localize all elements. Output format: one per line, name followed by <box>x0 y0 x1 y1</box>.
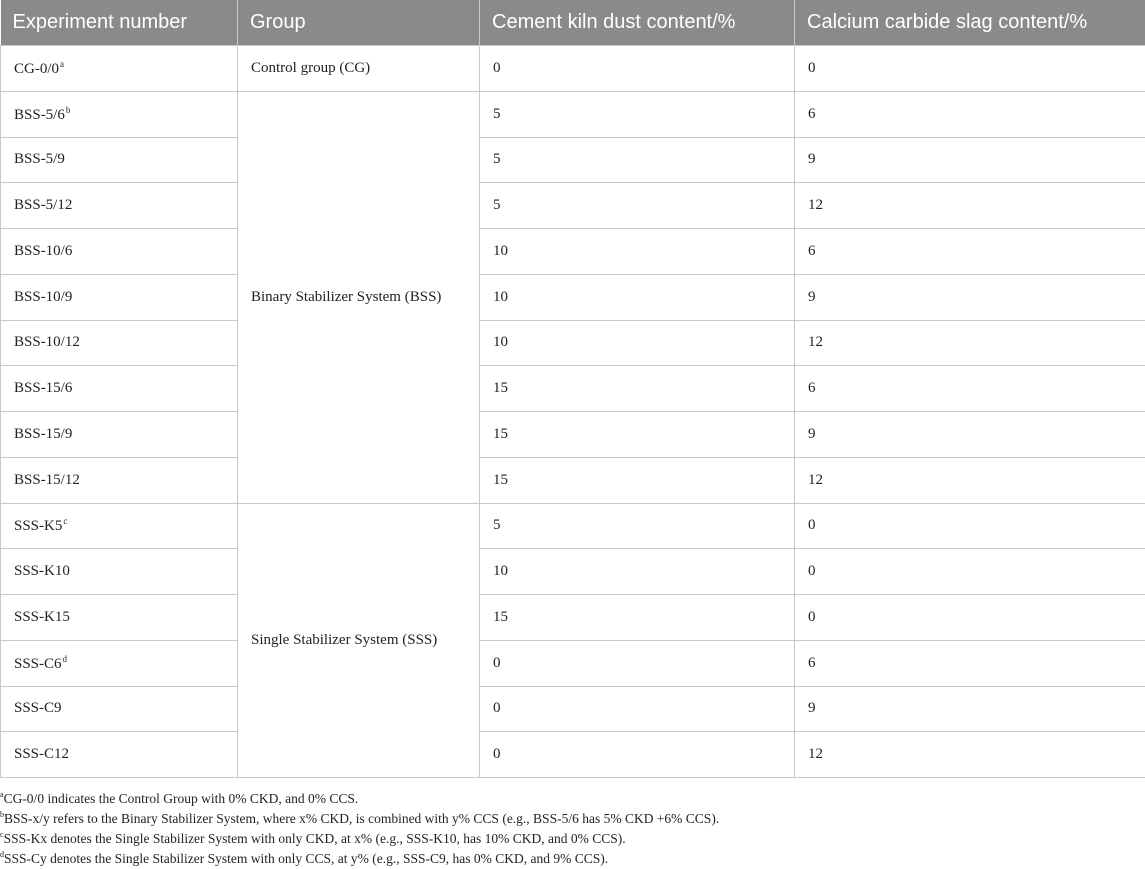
footnote-d: $^d$SSS-Cy denotes the Single Stabilizer System with only CCS, at y% (e.g., SSS-C9, has 0% CKD, and 9% CCS). <box>0 845 1145 865</box>
table-row <box>1 46 1145 92</box>
header-group: Group <box>238 0 480 46</box>
ckd-cell: 5 <box>480 503 795 549</box>
ccs-cell: 9 <box>795 412 1145 458</box>
experiment-number-cell: BSS-5/12 <box>1 183 238 229</box>
table-row <box>1 137 1145 183</box>
experiment-number-cell: SSS-K5$^c$ <box>1 503 238 549</box>
table-row <box>1 91 1145 137</box>
ckd-cell: 10 <box>480 320 795 366</box>
experiment-number-cell: SSS-K10 <box>1 549 238 595</box>
group-cell-single: Single Stabilizer System (SSS) <box>238 503 480 778</box>
experiment-number-cell: BSS-15/9 <box>1 412 238 458</box>
ccs-cell: 9 <box>795 274 1145 320</box>
footnote-mark: b <box>66 105 71 115</box>
ckd-cell: 10 <box>480 229 795 275</box>
ccs-cell: 12 <box>795 457 1145 503</box>
experiment-number-cell: BSS-5/6$^b$ <box>1 91 238 137</box>
experiment-number-cell: SSS-C9 <box>1 686 238 732</box>
experiment-number-cell: SSS-C6$^d$ <box>1 640 238 686</box>
table-row <box>1 274 1145 320</box>
ccs-cell: 9 <box>795 686 1145 732</box>
experiment-number-cell: CG-0/0$^a$ <box>1 46 238 92</box>
experiment-number-cell: BSS-15/12 <box>1 457 238 503</box>
table-row <box>1 595 1145 641</box>
table-row <box>1 320 1145 366</box>
ccs-cell: 0 <box>795 549 1145 595</box>
experiment-number-cell: SSS-K15 <box>1 595 238 641</box>
footnote-b: $^b$BSS-x/y refers to the Binary Stabilizer System, where x% CKD, is combined with y% CCS (e.g., BSS-5/6 has 5% CKD +6% CCS). <box>0 805 1145 825</box>
ckd-cell: 10 <box>480 274 795 320</box>
ccs-cell: 9 <box>795 137 1145 183</box>
ccs-cell: 6 <box>795 91 1145 137</box>
ccs-cell: 6 <box>795 366 1145 412</box>
ckd-cell: 5 <box>480 137 795 183</box>
ckd-cell: 10 <box>480 549 795 595</box>
experiment-number-cell: BSS-15/6 <box>1 366 238 412</box>
table-row <box>1 366 1145 412</box>
footnote-mark: c <box>0 830 4 839</box>
ckd-cell: 15 <box>480 595 795 641</box>
experiment-number-cell: BSS-10/12 <box>1 320 238 366</box>
ccs-cell: 0 <box>795 595 1145 641</box>
footnote-mark: d <box>63 654 68 664</box>
table-row <box>1 183 1145 229</box>
table-footnotes <box>0 785 1145 865</box>
table-row <box>1 732 1145 778</box>
footnote-c: $^c$SSS-Kx denotes the Single Stabilizer System with only CKD, at x% (e.g., SSS-K10, has 10% CKD, and 0% CCS). <box>0 825 1145 845</box>
footnote-mark: b <box>0 810 4 819</box>
ccs-cell: 0 <box>795 46 1145 92</box>
header-calcium-carbide-slag: Calcium carbide slag content/% <box>795 0 1145 46</box>
ckd-cell: 5 <box>480 91 795 137</box>
ckd-cell: 15 <box>480 412 795 458</box>
table-row <box>1 549 1145 595</box>
footnote-a: $^a$CG-0/0 indicates the Control Group with 0% CKD, and 0% CCS. <box>0 785 1145 805</box>
header-experiment-number: Experiment number <box>1 0 238 46</box>
footnote-mark: a <box>0 790 4 799</box>
experiment-number-cell: BSS-5/9 <box>1 137 238 183</box>
experiment-number-cell: SSS-C12 <box>1 732 238 778</box>
ccs-cell: 12 <box>795 183 1145 229</box>
footnote-mark: d <box>0 850 4 859</box>
ccs-cell: 0 <box>795 503 1145 549</box>
ckd-cell: 5 <box>480 183 795 229</box>
ckd-cell: 0 <box>480 640 795 686</box>
table-row <box>1 457 1145 503</box>
experiment-number-cell: BSS-10/6 <box>1 229 238 275</box>
header-cement-kiln-dust: Cement kiln dust content/% <box>480 0 795 46</box>
table-row <box>1 412 1145 458</box>
ckd-cell: 0 <box>480 732 795 778</box>
ckd-cell: 15 <box>480 366 795 412</box>
group-cell-binary: Binary Stabilizer System (BSS) <box>238 91 480 503</box>
ccs-cell: 12 <box>795 320 1145 366</box>
footnote-mark: c <box>63 516 67 526</box>
ckd-cell: 15 <box>480 457 795 503</box>
ckd-cell: 0 <box>480 46 795 92</box>
ccs-cell: 6 <box>795 229 1145 275</box>
table-row <box>1 229 1145 275</box>
table-row <box>1 503 1145 549</box>
table-row <box>1 640 1145 686</box>
table-row <box>1 686 1145 732</box>
experiment-number-cell: BSS-10/9 <box>1 274 238 320</box>
ccs-cell: 6 <box>795 640 1145 686</box>
ckd-cell: 0 <box>480 686 795 732</box>
footnote-mark: a <box>60 59 64 69</box>
ccs-cell: 12 <box>795 732 1145 778</box>
group-cell-control: Control group (CG) <box>238 46 480 92</box>
header-row <box>1 0 1145 46</box>
